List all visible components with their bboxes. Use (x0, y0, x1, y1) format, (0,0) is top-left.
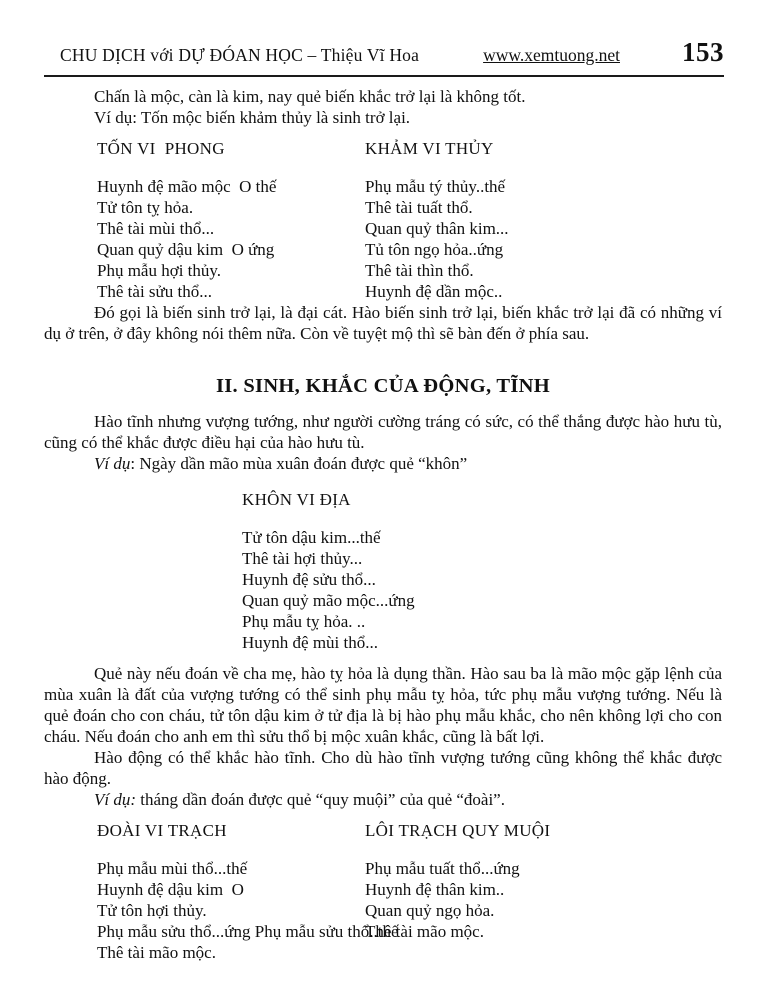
hexagram-line: Thê tài hợi thủy... (242, 549, 363, 568)
hexagram-rows (365, 176, 722, 302)
hexagram-line: Thê tài thìn thổ. (365, 261, 474, 280)
example-line-1 (44, 453, 722, 474)
hexagram-line: Thê tài mùi thổ... (97, 219, 215, 238)
hexagram-line: Thê tài sửu thổ... (97, 282, 212, 301)
hexagram-rows (97, 858, 399, 963)
hexagram-line: Thê tài mão mộc. (97, 943, 216, 962)
hexagram-title-loi-trach-quy-muoi: LÔI TRẠCH QUY MUỘI (365, 821, 551, 840)
page-number: 153 (682, 37, 724, 67)
hexagram-line: Tủ tôn ngọ hỏa..ứng (365, 240, 504, 259)
hexagram-pair-ton-kham (44, 138, 722, 302)
hexagram-pair-doai-loi-trach (44, 820, 722, 963)
section-heading: II. SINH, KHẮC CỦA ĐỘNG, TĨNH (215, 375, 551, 397)
hexagram-rows (97, 176, 365, 302)
hexagram-title-ton-vi-phong: TỐN VI PHONG (97, 139, 225, 158)
hexagram-khon-vi-dia (242, 489, 722, 653)
example-label: Ví dụ: (94, 790, 137, 809)
hexagram-title-doai-vi-trach: ĐOÀI VI TRẠCH (97, 821, 227, 840)
hexagram-line: Quan quỷ ngọ hỏa. (365, 901, 495, 920)
hexagram-line: Tử tôn hợi thủy. (97, 901, 207, 920)
hexagram-column-loi-trach (365, 820, 722, 963)
hexagram-rows (242, 527, 722, 653)
hexagram-line: Tử tôn dậu kim...thế (242, 528, 381, 547)
website-link[interactable]: www.xemtuong.net (483, 45, 620, 65)
example-text: tháng dần đoán được quẻ “quy muội” của quẻ “đoài”. (136, 790, 505, 809)
hexagram-line: Thê tài tuất thổ. (365, 198, 473, 217)
hexagram-column-ton (97, 138, 365, 302)
hexagram-line: Huynh đệ mão mộc O thế (97, 177, 277, 196)
hexagram-line: Huynh đệ mùi thổ... (242, 633, 378, 652)
hexagram-title-khon-vi-dia: KHÔN VI ĐỊA (242, 490, 351, 509)
hexagram-rows (365, 858, 722, 942)
paragraph-hao-tinh: Hào tĩnh nhưng vượng tướng, như người cường tráng có sức, có thể thắng được hào hưu tù, cũng có thể khắc được điều hại của hào hưu tù. (44, 412, 722, 452)
intro-line-2: Ví dụ: Tốn mộc biến khảm thủy là sinh trở lại. (94, 108, 411, 127)
page-header (44, 37, 724, 77)
hexagram-line: Phụ mẫu sửu thổ...ứng Phụ mẫu sửu thổ..thế (97, 922, 399, 941)
hexagram-line: Huynh đệ dậu kim O (97, 880, 244, 899)
hexagram-line: Phụ mẫu hợi thủy. (97, 261, 222, 280)
example-text: : Ngày dần mão mùa xuân đoán được quẻ “khôn” (130, 454, 468, 473)
hexagram-line: Phụ mẫu mùi thổ...thế (97, 859, 248, 878)
book-title: CHU DỊCH với DỰ ĐÓAN HỌC – Thiệu Vĩ Hoa (60, 45, 420, 65)
hexagram-line: Quan quỷ thân kim... (365, 219, 509, 238)
hexagram-line: Phụ mẫu tỵ hỏa. .. (242, 612, 366, 631)
hexagram-line: Phụ mẫu tuất thổ...ứng (365, 859, 520, 878)
page-content (44, 86, 722, 963)
hexagram-line: Huynh đệ sửu thổ... (242, 570, 376, 589)
paragraph-bien-sinh: Đó gọi là biến sinh trở lại, là đại cát. Hào biến sinh trở lại, biến khắc trở lại đã có những ví dụ ở trên, ở đây không nói thêm nữa. Còn về tuyệt mộ thì sẽ bàn đến ở phía sau. (44, 303, 722, 343)
intro-line-1: Chấn là mộc, càn là kim, nay quẻ biến khắc trở lại là không tốt. (94, 87, 526, 106)
hexagram-line: Huynh đệ thân kim.. (365, 880, 505, 899)
hexagram-title-kham-vi-thuy: KHẢM VI THỦY (365, 139, 494, 158)
paragraph-que-nay: Quẻ này nếu đoán về cha mẹ, hào tỵ hỏa là dụng thần. Hào sau ba là mão mộc gặp lệnh của mùa xuân là đất của vượng tướng có thể sinh phụ mẫu tỵ hỏa, tức phụ mẫu vượng tướng. Nếu là quẻ đoán cho con cháu, tử tôn dậu kim ở tử địa là bị hào phụ mẫu khắc, cho nên không lợi cho con cháu. Nếu đoán cho anh em thì sửu thổ bị mộc xuân khắc, cũng là bất lợi. (44, 664, 722, 746)
hexagram-line: Thê tài mão mộc. (365, 922, 484, 941)
hexagram-line: Quan quỷ mão mộc...ứng (242, 591, 415, 610)
example-label: Ví dụ (94, 454, 131, 473)
hexagram-line: Quan quỷ dậu kim O ứng (97, 240, 275, 259)
hexagram-line: Phụ mẫu tý thủy..thế (365, 177, 506, 196)
hexagram-column-kham (365, 138, 722, 302)
example-line-2 (44, 789, 722, 810)
hexagram-line: Tử tôn tỵ hỏa. (97, 198, 194, 217)
hexagram-line: Huynh đệ dần mộc.. (365, 282, 503, 301)
paragraph-hao-dong: Hào động có thể khắc hào tĩnh. Cho dù hào tĩnh vượng tướng cũng không thể khắc được hào động. (44, 748, 722, 788)
hexagram-column-doai (97, 820, 399, 963)
